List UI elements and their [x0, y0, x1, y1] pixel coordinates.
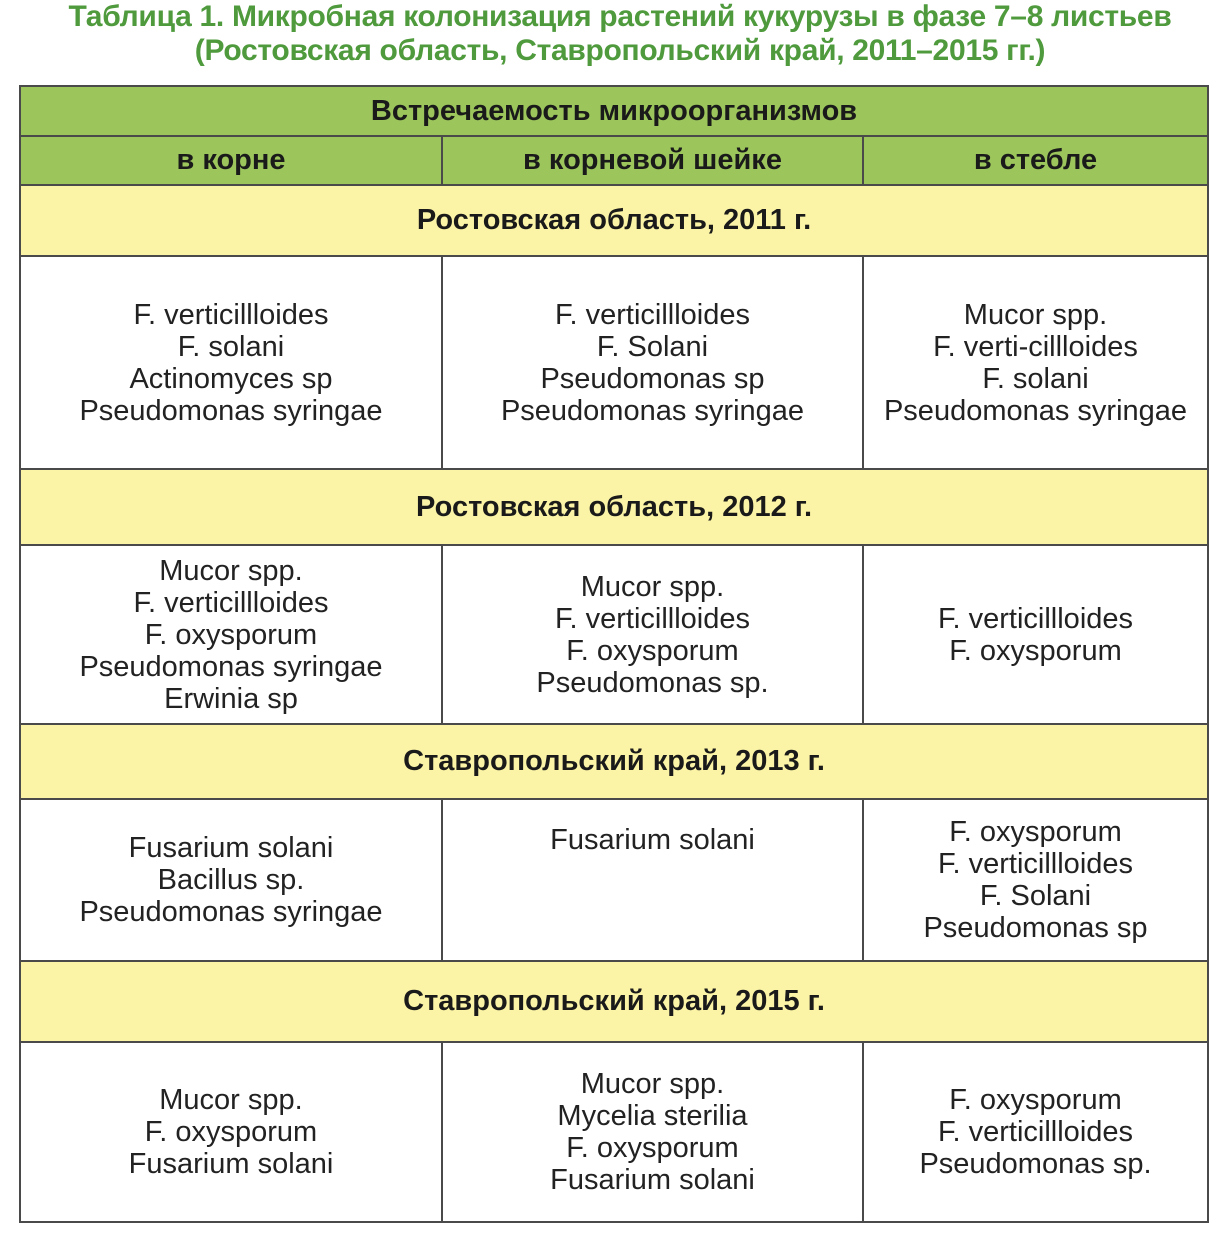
microorganism-entry: Mucor spp.	[963, 298, 1108, 331]
microorganism-entry: F. Solani	[596, 330, 709, 363]
microorganism-entry: Fusarium solani	[128, 1148, 334, 1180]
table-row	[20, 545, 1208, 724]
microorganism-entry: Actinomyces sp	[129, 362, 333, 395]
microorganism-cell	[442, 799, 863, 961]
microorganism-entry: F. oxysporum	[949, 1084, 1122, 1116]
table-title-line-1: Таблица 1. Микробная колонизация растений кукурузы в фазе 7–8 листьев	[68, 0, 1172, 33]
microorganism-cell	[863, 545, 1208, 724]
microorganism-cell	[863, 1042, 1208, 1222]
microorganism-cell	[20, 1042, 442, 1222]
microorganism-entry: Pseudomonas sp	[923, 912, 1148, 944]
microorganism-entry: F. verti-cillloides	[933, 330, 1138, 363]
microorganism-entry: F. verticillloides	[555, 298, 750, 331]
microorganism-entry: F. oxysporum	[566, 634, 739, 667]
microorganism-entry: Erwinia sp	[164, 682, 298, 715]
microorganism-entry: F. oxysporum	[566, 1132, 739, 1164]
microorganism-entry: F. verticillloides	[133, 298, 329, 331]
table-title	[0, 0, 1212, 68]
microorganism-entry: Pseudomonas syringae	[79, 896, 383, 928]
table-title-line-2: (Ростовская область, Ставропольский край, 2011–2015 гг.)	[194, 34, 1046, 67]
column-header-root: в корне	[20, 136, 442, 185]
microorganism-entry: F. verticillloides	[938, 1116, 1134, 1148]
region-row-label: Ставропольский край, 2015 г.	[20, 961, 1208, 1042]
microorganism-entry: F. oxysporum	[144, 618, 318, 651]
microbial-colonization-table	[19, 85, 1209, 1223]
microorganism-entry: Pseudomonas syringae	[883, 394, 1188, 427]
microorganism-entry: Fusarium solani	[550, 824, 755, 856]
microorganism-entry: Pseudomonas sp.	[919, 1148, 1152, 1180]
microorganism-entry: Pseudomonas sp.	[536, 666, 769, 699]
microorganism-entry: Mucor spp.	[159, 1084, 303, 1116]
microorganism-cell	[442, 545, 863, 724]
microorganism-cell	[20, 545, 442, 724]
microorganism-entry: Mucor spp.	[580, 1068, 725, 1100]
microorganism-entry: Fusarium solani	[550, 1164, 755, 1196]
microorganism-entry: F. oxysporum	[949, 634, 1122, 667]
column-header-root-collar: в корневой шейке	[442, 136, 863, 185]
microorganism-cell	[442, 1042, 863, 1222]
microorganism-cell	[20, 799, 442, 961]
microorganism-entry: F. solani	[177, 330, 285, 363]
microorganism-cell	[442, 256, 863, 469]
microorganism-entry: Pseudomonas syringae	[500, 394, 805, 427]
microorganism-entry: Mycelia sterilia	[557, 1100, 748, 1132]
region-row-label: Ставропольский край, 2013 г.	[20, 724, 1208, 799]
microorganism-cell	[20, 256, 442, 469]
column-header-stem: в стебле	[863, 136, 1208, 185]
microorganism-entry: Pseudomonas syringae	[79, 650, 383, 683]
microorganism-entry: Bacillus sp.	[157, 864, 305, 896]
microorganism-entry: F. verticillloides	[938, 848, 1134, 880]
microorganism-entry: Pseudomonas sp	[540, 362, 765, 395]
microorganism-entry: Mucor spp.	[159, 554, 303, 587]
microorganism-entry: F. solani	[982, 362, 1089, 395]
microorganism-entry: F. oxysporum	[144, 1116, 318, 1148]
microorganism-entry: Mucor spp.	[580, 570, 725, 603]
microorganism-entry: F. verticillloides	[133, 586, 329, 619]
table-row	[20, 799, 1208, 961]
region-row-label: Ростовская область, 2011 г.	[20, 185, 1208, 256]
microorganism-entry: F. Solani	[979, 880, 1092, 912]
table-row	[20, 1042, 1208, 1222]
region-row-label: Ростовская область, 2012 г.	[20, 469, 1208, 545]
microorganism-cell	[863, 799, 1208, 961]
microorganism-entry: Fusarium solani	[128, 832, 334, 864]
table-row	[20, 256, 1208, 469]
microorganism-entry: Pseudomonas syringae	[79, 394, 383, 427]
microorganism-entry: F. verticillloides	[555, 602, 750, 635]
microorganism-entry: F. verticillloides	[938, 602, 1134, 635]
microorganism-entry: F. oxysporum	[949, 816, 1122, 848]
table-header-main: Встречаемость микроорганизмов	[20, 86, 1208, 136]
microorganism-cell	[863, 256, 1208, 469]
